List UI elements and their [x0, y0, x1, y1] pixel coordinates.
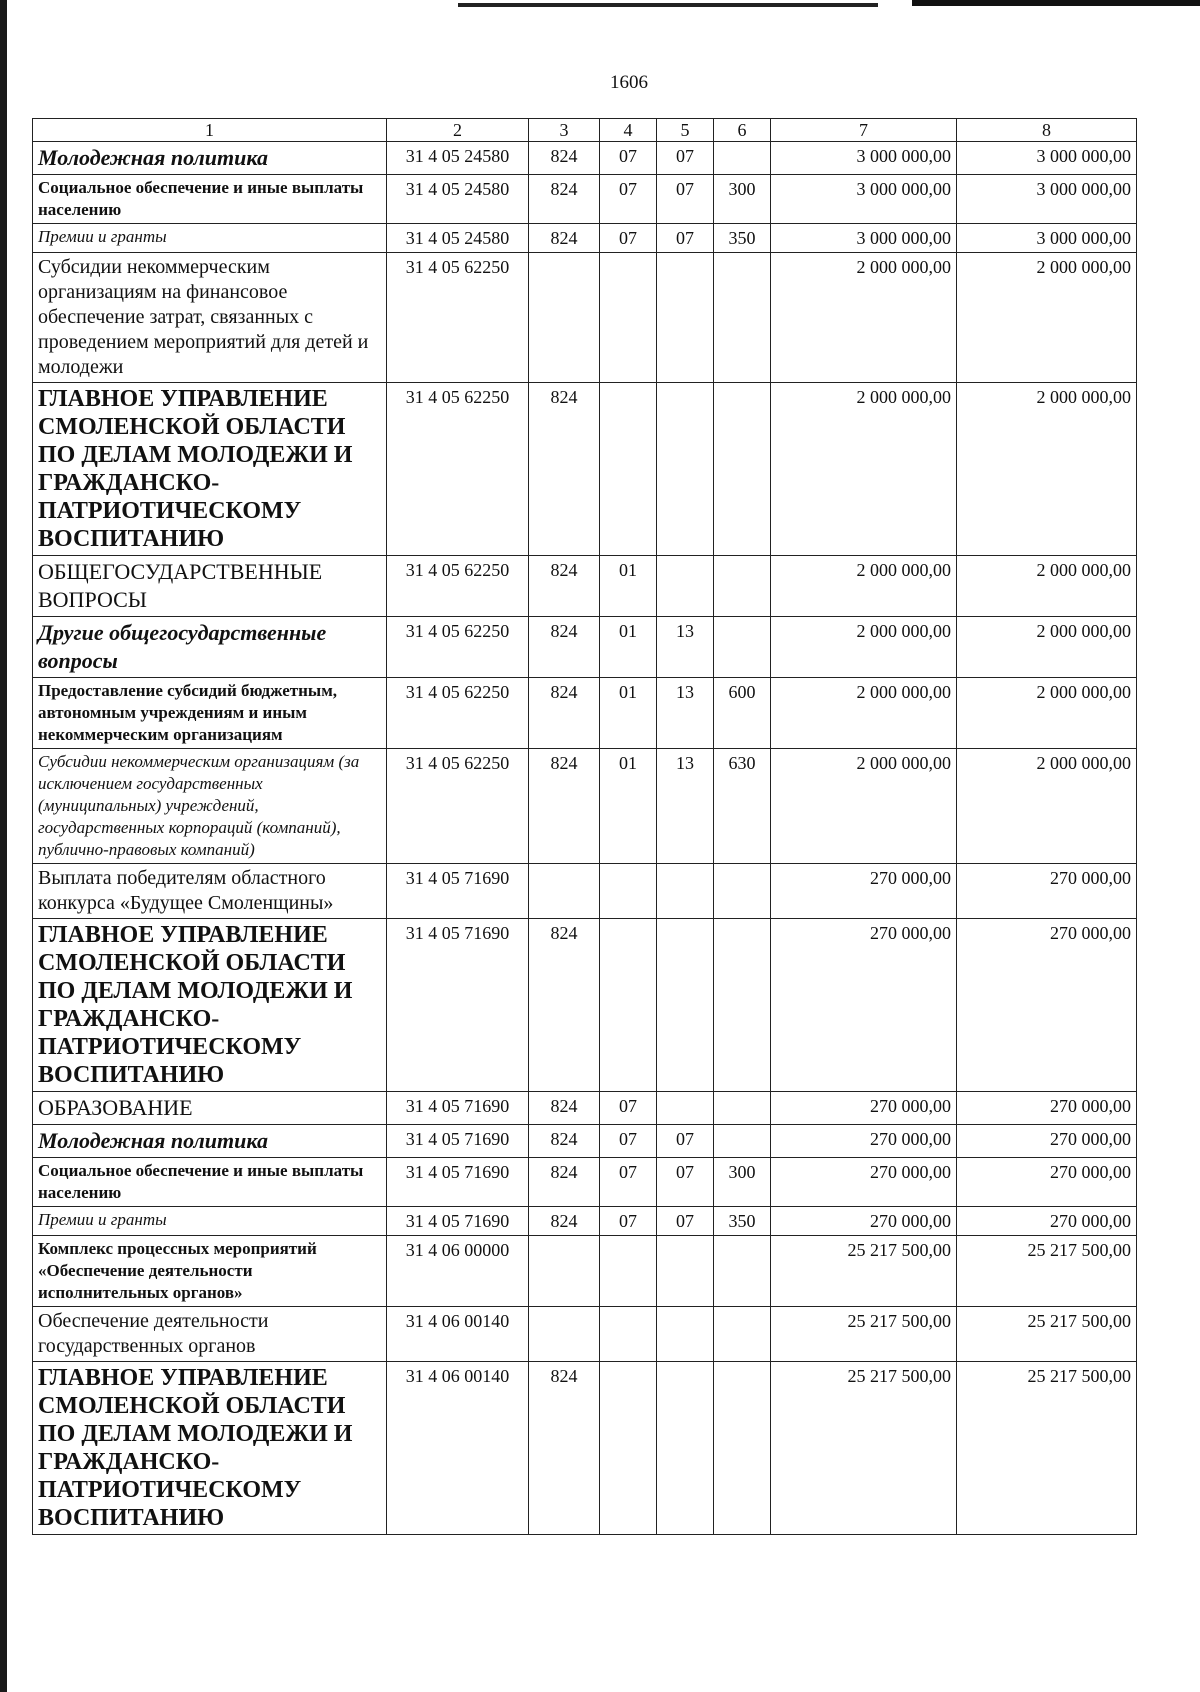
expense-type-code — [714, 617, 771, 678]
row-name-cell — [33, 864, 387, 919]
table-row — [33, 678, 1137, 749]
section-code: 07 — [600, 175, 657, 224]
table-row — [33, 383, 1137, 556]
amount-year-1: 2 000 000,00 — [771, 556, 957, 617]
target-article-code: 31 4 05 71690 — [387, 1207, 529, 1236]
target-article-code: 31 4 05 62250 — [387, 383, 529, 556]
amount-year-2: 270 000,00 — [957, 864, 1137, 919]
amount-year-2: 270 000,00 — [957, 919, 1137, 1092]
table-row — [33, 749, 1137, 864]
subsection-code: 13 — [657, 678, 714, 749]
column-header: 7 — [771, 119, 957, 142]
row-name: Премии и гранты — [38, 1210, 167, 1229]
expense-type-code — [714, 1092, 771, 1125]
row-name: Молодежная политика — [38, 1128, 268, 1153]
row-name: Предоставление субсидий бюджетным, автономным учреждениям и иным некоммерческим организациям — [38, 681, 338, 744]
table-row — [33, 556, 1137, 617]
amount-year-1: 270 000,00 — [771, 919, 957, 1092]
target-article-code: 31 4 05 62250 — [387, 749, 529, 864]
ministry-code: 824 — [529, 383, 600, 556]
subsection-code — [657, 253, 714, 383]
table-row — [33, 919, 1137, 1092]
amount-year-2: 270 000,00 — [957, 1125, 1137, 1158]
subsection-code — [657, 383, 714, 556]
expense-type-code — [714, 556, 771, 617]
row-name: Премии и гранты — [38, 227, 167, 246]
section-code: 01 — [600, 617, 657, 678]
amount-year-1: 2 000 000,00 — [771, 617, 957, 678]
expense-type-code: 630 — [714, 749, 771, 864]
expense-type-code — [714, 1125, 771, 1158]
amount-year-2: 270 000,00 — [957, 1092, 1137, 1125]
row-name-cell — [33, 253, 387, 383]
subsection-code: 07 — [657, 224, 714, 253]
target-article-code: 31 4 05 71690 — [387, 1158, 529, 1207]
column-header: 3 — [529, 119, 600, 142]
row-name: ГЛАВНОЕ УПРАВЛЕНИЕ СМОЛЕНСКОЙ ОБЛАСТИ ПО ДЕЛАМ МОЛОДЕЖИ И ГРАЖДАНСКО-ПАТРИОТИЧЕСКОМУ ВОСПИТАНИЮ — [38, 1365, 353, 1531]
section-code: 01 — [600, 678, 657, 749]
row-name: Субсидии некоммерческим организациям на финансовое обеспечение затрат, связанных с проведением мероприятий для детей и молодежи — [38, 256, 369, 378]
table-row — [33, 1092, 1137, 1125]
section-code — [600, 253, 657, 383]
ministry-code: 824 — [529, 224, 600, 253]
ministry-code — [529, 1307, 600, 1362]
expense-type-code: 350 — [714, 1207, 771, 1236]
table-row — [33, 1125, 1137, 1158]
target-article-code: 31 4 05 71690 — [387, 1125, 529, 1158]
column-header: 1 — [33, 119, 387, 142]
row-name-cell — [33, 556, 387, 617]
expense-type-code — [714, 1307, 771, 1362]
amount-year-1: 270 000,00 — [771, 1092, 957, 1125]
amount-year-1: 3 000 000,00 — [771, 175, 957, 224]
target-article-code: 31 4 05 71690 — [387, 1092, 529, 1125]
amount-year-2: 2 000 000,00 — [957, 617, 1137, 678]
amount-year-1: 3 000 000,00 — [771, 142, 957, 175]
expense-type-code — [714, 1362, 771, 1535]
amount-year-1: 25 217 500,00 — [771, 1236, 957, 1307]
subsection-code — [657, 1092, 714, 1125]
row-name-cell — [33, 617, 387, 678]
amount-year-2: 2 000 000,00 — [957, 383, 1137, 556]
ministry-code: 824 — [529, 142, 600, 175]
amount-year-1: 25 217 500,00 — [771, 1362, 957, 1535]
expense-type-code — [714, 253, 771, 383]
row-name-cell — [33, 383, 387, 556]
ministry-code — [529, 1236, 600, 1307]
row-name-cell — [33, 1307, 387, 1362]
subsection-code — [657, 1307, 714, 1362]
column-header: 8 — [957, 119, 1137, 142]
table-row — [33, 1362, 1137, 1535]
table-row — [33, 175, 1137, 224]
row-name-cell — [33, 142, 387, 175]
amount-year-1: 3 000 000,00 — [771, 224, 957, 253]
ministry-code: 824 — [529, 1362, 600, 1535]
amount-year-1: 2 000 000,00 — [771, 253, 957, 383]
amount-year-2: 2 000 000,00 — [957, 678, 1137, 749]
row-name: Субсидии некоммерческим организациям (за исключением государственных (муниципальных) учреждений, государственных корпораций (компаний), публично-правовых компаний) — [38, 752, 360, 859]
row-name-cell — [33, 224, 387, 253]
subsection-code: 13 — [657, 617, 714, 678]
ministry-code: 824 — [529, 678, 600, 749]
row-name: Социальное обеспечение и иные выплаты населению — [38, 1161, 364, 1202]
table-row — [33, 1236, 1137, 1307]
ministry-code: 824 — [529, 919, 600, 1092]
row-name: Социальное обеспечение и иные выплаты населению — [38, 178, 364, 219]
table-row — [33, 617, 1137, 678]
target-article-code: 31 4 05 62250 — [387, 617, 529, 678]
target-article-code: 31 4 05 71690 — [387, 919, 529, 1092]
table-row — [33, 224, 1137, 253]
section-code: 07 — [600, 1125, 657, 1158]
row-name-cell — [33, 175, 387, 224]
ministry-code: 824 — [529, 617, 600, 678]
ministry-code: 824 — [529, 1092, 600, 1125]
row-name: Другие общегосударственные вопросы — [38, 620, 327, 673]
amount-year-1: 270 000,00 — [771, 864, 957, 919]
table-row — [33, 1158, 1137, 1207]
table-row — [33, 1207, 1137, 1236]
ministry-code: 824 — [529, 749, 600, 864]
page-number: 1606 — [610, 72, 648, 93]
section-code — [600, 864, 657, 919]
expense-type-code — [714, 864, 771, 919]
amount-year-1: 2 000 000,00 — [771, 383, 957, 556]
amount-year-2: 2 000 000,00 — [957, 253, 1137, 383]
subsection-code: 07 — [657, 1207, 714, 1236]
table-row — [33, 864, 1137, 919]
row-name: Выплата победителям областного конкурса «Будущее Смоленщины» — [38, 867, 334, 914]
subsection-code: 07 — [657, 1158, 714, 1207]
table-row — [33, 142, 1137, 175]
ministry-code: 824 — [529, 175, 600, 224]
ministry-code — [529, 253, 600, 383]
ministry-code: 824 — [529, 556, 600, 617]
expense-type-code: 300 — [714, 1158, 771, 1207]
row-name-cell — [33, 1236, 387, 1307]
column-header: 6 — [714, 119, 771, 142]
row-name-cell — [33, 678, 387, 749]
expense-type-code: 300 — [714, 175, 771, 224]
subsection-code — [657, 919, 714, 1092]
ministry-code: 824 — [529, 1207, 600, 1236]
row-name-cell — [33, 1362, 387, 1535]
section-code — [600, 919, 657, 1092]
subsection-code: 07 — [657, 175, 714, 224]
target-article-code: 31 4 06 00000 — [387, 1236, 529, 1307]
row-name: Обеспечение деятельности государственных органов — [38, 1310, 269, 1357]
table-row — [33, 253, 1137, 383]
subsection-code: 13 — [657, 749, 714, 864]
amount-year-1: 25 217 500,00 — [771, 1307, 957, 1362]
row-name-cell — [33, 1158, 387, 1207]
amount-year-2: 3 000 000,00 — [957, 142, 1137, 175]
section-code — [600, 1307, 657, 1362]
expense-type-code — [714, 1236, 771, 1307]
target-article-code: 31 4 05 71690 — [387, 864, 529, 919]
amount-year-1: 270 000,00 — [771, 1207, 957, 1236]
row-name: Комплекс процессных мероприятий «Обеспечение деятельности исполнительных органов» — [38, 1239, 317, 1302]
column-header: 5 — [657, 119, 714, 142]
ministry-code — [529, 864, 600, 919]
section-code: 01 — [600, 556, 657, 617]
target-article-code: 31 4 05 62250 — [387, 678, 529, 749]
expense-type-code — [714, 383, 771, 556]
row-name: ГЛАВНОЕ УПРАВЛЕНИЕ СМОЛЕНСКОЙ ОБЛАСТИ ПО ДЕЛАМ МОЛОДЕЖИ И ГРАЖДАНСКО-ПАТРИОТИЧЕСКОМУ ВОСПИТАНИЮ — [38, 922, 353, 1088]
ministry-code: 824 — [529, 1125, 600, 1158]
amount-year-2: 25 217 500,00 — [957, 1307, 1137, 1362]
subsection-code — [657, 1362, 714, 1535]
section-code: 07 — [600, 1092, 657, 1125]
target-article-code: 31 4 05 24580 — [387, 224, 529, 253]
row-name-cell — [33, 1092, 387, 1125]
amount-year-1: 2 000 000,00 — [771, 749, 957, 864]
amount-year-1: 270 000,00 — [771, 1158, 957, 1207]
subsection-code: 07 — [657, 142, 714, 175]
subsection-code — [657, 1236, 714, 1307]
subsection-code: 07 — [657, 1125, 714, 1158]
row-name-cell — [33, 749, 387, 864]
scan-edge-top-right — [912, 0, 1200, 6]
expense-type-code: 350 — [714, 224, 771, 253]
subsection-code — [657, 556, 714, 617]
section-code: 07 — [600, 1207, 657, 1236]
section-code: 07 — [600, 1158, 657, 1207]
amount-year-1: 2 000 000,00 — [771, 678, 957, 749]
ministry-code: 824 — [529, 1158, 600, 1207]
section-code: 01 — [600, 749, 657, 864]
amount-year-2: 2 000 000,00 — [957, 749, 1137, 864]
amount-year-1: 270 000,00 — [771, 1125, 957, 1158]
amount-year-2: 2 000 000,00 — [957, 556, 1137, 617]
amount-year-2: 270 000,00 — [957, 1158, 1137, 1207]
expense-type-code — [714, 919, 771, 1092]
row-name: ОБЩЕГОСУДАРСТВЕННЫЕ ВОПРОСЫ — [38, 559, 323, 612]
row-name-cell — [33, 919, 387, 1092]
table-row — [33, 1307, 1137, 1362]
target-article-code: 31 4 05 24580 — [387, 175, 529, 224]
row-name: Молодежная политика — [38, 145, 268, 170]
section-code — [600, 383, 657, 556]
row-name-cell — [33, 1125, 387, 1158]
section-code — [600, 1236, 657, 1307]
section-code: 07 — [600, 224, 657, 253]
amount-year-2: 25 217 500,00 — [957, 1236, 1137, 1307]
target-article-code: 31 4 05 62250 — [387, 253, 529, 383]
column-header: 4 — [600, 119, 657, 142]
target-article-code: 31 4 05 62250 — [387, 556, 529, 617]
amount-year-2: 3 000 000,00 — [957, 175, 1137, 224]
amount-year-2: 3 000 000,00 — [957, 224, 1137, 253]
target-article-code: 31 4 05 24580 — [387, 142, 529, 175]
row-name: ГЛАВНОЕ УПРАВЛЕНИЕ СМОЛЕНСКОЙ ОБЛАСТИ ПО ДЕЛАМ МОЛОДЕЖИ И ГРАЖДАНСКО-ПАТРИОТИЧЕСКОМУ ВОСПИТАНИЮ — [38, 386, 353, 552]
subsection-code — [657, 864, 714, 919]
column-number-row — [33, 119, 1137, 142]
amount-year-2: 25 217 500,00 — [957, 1362, 1137, 1535]
scan-edge-top — [458, 3, 878, 7]
column-header: 2 — [387, 119, 529, 142]
row-name-cell — [33, 1207, 387, 1236]
target-article-code: 31 4 06 00140 — [387, 1307, 529, 1362]
expense-type-code: 600 — [714, 678, 771, 749]
section-code: 07 — [600, 142, 657, 175]
amount-year-2: 270 000,00 — [957, 1207, 1137, 1236]
scan-edge-left — [0, 0, 7, 1692]
budget-table — [32, 118, 1137, 1535]
row-name: ОБРАЗОВАНИЕ — [38, 1095, 193, 1120]
expense-type-code — [714, 142, 771, 175]
target-article-code: 31 4 06 00140 — [387, 1362, 529, 1535]
section-code — [600, 1362, 657, 1535]
